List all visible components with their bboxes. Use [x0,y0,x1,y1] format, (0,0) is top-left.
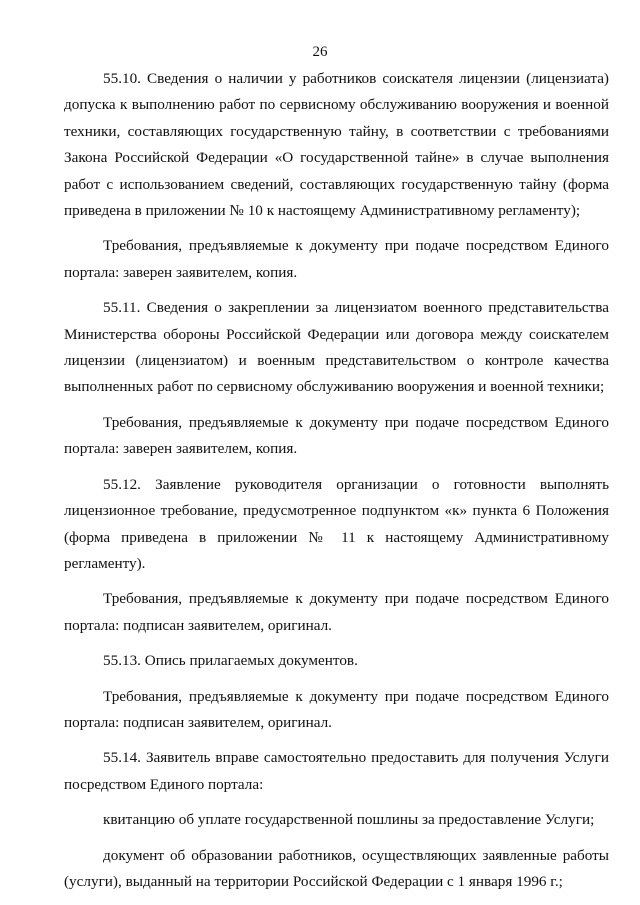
document-body [64,66,609,895]
list-item-education-document: документ об образовании работников, осуществляющих заявленные работы (услуги), выданный на территории Российской Федерации с 1 января 1996 г.; [64,846,609,890]
paragraph-requirements-55-11: Требования, предъявляемые к документу при подаче посредством Единого портала: заверен заявителем, копия. [64,413,609,458]
paragraph-55-10: 55.10. Сведения о наличии у работников соискателя лицензии (лицензиата) допуска к выполнению работ по сервисному обслуживанию вооружения и военной техники, составляющих государственную тайну, в соответствии с требованиями Закона Российской Федерации «О государственной тайне» в случае выполнения работ с использованием сведений, составляющих государственную тайну (форма приведена в приложении № 10 к настоящему Административному регламенту); [64,70,609,220]
paragraph-55-11: 55.11. Сведения о закреплении за лицензиатом военного представительства Министерства обороны Российской Федерации или договора между соискателем лицензии (лицензиатом) и военным представительством о контроле качества выполненных работ по сервисному обслуживанию вооружения и военной техники; [64,299,609,396]
paragraph-55-13: 55.13. Опись прилагаемых документов. [103,652,358,670]
paragraph-requirements-55-13: Требования, предъявляемые к документу при подаче посредством Единого портала: подписан заявителем, оригинал. [64,687,609,731]
paragraph-55-14: 55.14. Заявитель вправе самостоятельно предоставить для получения Услуги посредством Единого портала: [64,749,609,793]
paragraph-55-12: 55.12. Заявление руководителя организации о готовности выполнять лицензионное требование, предусмотренное подпунктом «к» пункта 6 Положения (форма приведена в приложении № 11 к настоящему Административному регламенту). [64,475,609,572]
paragraph-requirements-55-12: Требования, предъявляемые к документу при подаче посредством Единого портала: подписан заявителем, оригинал. [64,590,609,634]
paragraph-requirements-55-10: Требования, предъявляемые к документу при подаче посредством Единого портала: заверен заявителем, копия. [64,237,609,281]
page-number: 26 [312,44,328,60]
list-item-state-fee-receipt: квитанцию об уплате государственной пошлины за предоставление Услуги; [103,811,595,829]
